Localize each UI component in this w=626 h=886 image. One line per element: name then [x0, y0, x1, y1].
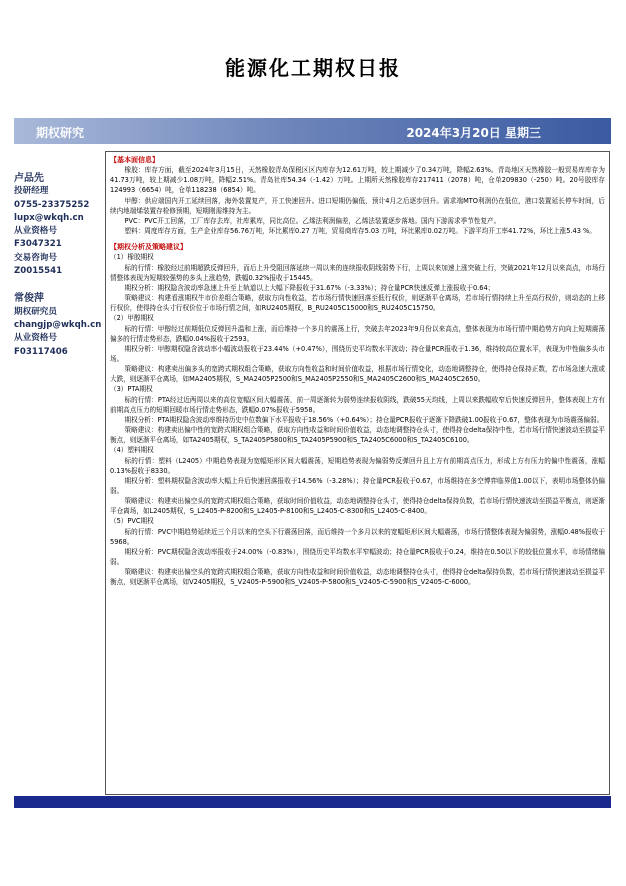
paragraph-market: 标的行情：甲醇经过前期低位反弹回升温和上涨，而后维持一个多月的震荡上行，突破去年2023年9月份以来高点，整体表现为市场行情中期趋势方向向上短期震荡偏多的行情走势形态，跌幅0.04%报收于2593。 — [110, 324, 605, 343]
paragraph-market: 标的行情：PVC中期趋势延续近三个月以来的空头下行震荡回落，而后维持一个多月以来的宽幅矩形区间大幅震荡，市场行情整体表现为偏弱势，涨幅0.48%报收于5968。 — [110, 527, 605, 546]
analyst-name: 卢品先 — [14, 173, 44, 184]
analyst-email[interactable]: lupx@wkqh.cn — [14, 212, 84, 223]
paragraph-strategy: 策略建议：构建看涨期权牛市价差组合策略，获取方向性收益，若市场行情快速回落至低行权价，则逐渐平仓离场，若市场行情持续上升至高行权价，则动态的上移行权价，使得持仓头寸行权价位于市场行情之间，如RU2405期权，B_RU2405C15000和S_RU2405C15750。 — [110, 294, 605, 313]
report-date: 2024年3月20日 星期三 — [406, 126, 541, 140]
fundamentals-heading: 【基本面信息】 — [110, 156, 159, 164]
subsection-title: （3）PTA期权 — [110, 385, 153, 394]
analyst-role: 期权研究员 — [14, 306, 57, 317]
section-label: 期权研究 — [36, 126, 85, 140]
consulting-number: Z0015541 — [14, 266, 63, 277]
section-banner — [14, 118, 611, 144]
paragraph-analysis: 期权分析：PTA期权隐含波动率维持历史中位数偏下水平报收于18.56%（+0.64%）；持仓量PCR报收于逐渐下降跌破1.00报收于0.67，整体表现为市场震荡偏弱。 — [124, 415, 604, 424]
paragraph-analysis: 期权分析：塑料期权隐含波动率大幅上升后快速回落报收于14.56%（-3.28%）；持仓量PCR报收于0.67，市场维持在多空博弈临界值1.00以下，表明市场整体仍偏弱。 — [110, 476, 605, 495]
paragraph-analysis: 期权分析：甲醇期权隐含波动率小幅波动报收于23.44%（+0.47%），围绕历史平均数水平波动；持仓量PCR报收于1.36，维持较高位置水平，表现为中性偏多头市场。 — [110, 344, 605, 363]
paragraph-market: 标的行情：塑料（L2405）中期趋势表现为宽幅矩形区间大幅震荡，短期趋势表现为偏弱势反弹回升且上方有前期高点压力，形成上方有压力的偏中性震荡，涨幅0.13%报收于8330。 — [110, 456, 605, 475]
paragraph-rubber: 橡胶：库存方面，截至2024年3月15日，天然橡胶青岛保税区区内库存为12.61万吨，较上期减少了0.34万吨，降幅2.63%。青岛地区天然橡胶一般贸易库库存为41.73万吨，较上期减少1.08万吨，降幅2.51%。青岛社库54.34（-1.42）万吨。上期所天然橡胶库存217411（2078）吨，仓单209830（-250）吨。20号胶库存 124993（6654）吨，仓单118238（6854）吨。 — [110, 166, 605, 195]
qualification-label: 从业资格号 — [14, 226, 57, 237]
analyst-name: 常俊萍 — [14, 293, 44, 305]
qualification-number: F3047321 — [14, 239, 62, 250]
strategy-heading: 【期权分析及策略建议】 — [110, 243, 187, 252]
paragraph-strategy: 策略建议：构建卖出偏多头的宽跨式期权组合策略，获取方向性收益和时间价值收益，根据市场行情变化，动态地调整持仓，使得持仓保持正数，若市场急速大涨或大跌，则逐渐平仓离场，如MA2405期权，S_MA2405P2500和S_MA2405P2550和S_MA2405C2600和S_MA2405C2650。 — [110, 365, 605, 384]
paragraph-plastic: 塑料：周度库存方面，生产企业库存56.76万吨，环比累库0.27 万吨，贸易商库存5.03 万吨，环比累库0.02万吨。下游平均开工率41.72%，环比上涨5.43 %。 — [124, 227, 596, 236]
analyst-email[interactable]: changjp@wkqh.cn — [14, 319, 102, 330]
paragraph-analysis: 期权分析：期权隐含波动率急速上升至上轨道以上大幅下降报收于31.67%（-3.33%）；持仓量PCR快速反弹上涨报收于0.64； — [124, 283, 495, 292]
analyst-phone: 0755-23375252 — [14, 199, 90, 210]
report-body — [105, 151, 610, 795]
footer-bar — [14, 796, 611, 808]
analyst-sidebar — [14, 172, 104, 359]
paragraph-analysis: 期权分析：PVC期权隐含波动率报收于24.00%（-0.83%），围绕历史平均数水平窄幅波动；持仓量PCR报收于0.24，维持在0.50以下的较低位置水平，市场情绪偏弱。 — [110, 547, 605, 567]
paragraph-pvc: PVC：PVC开工回落，工厂库存去库，社库累库，同比高位。乙烯法利润偏差，乙烯法装置逐步落地。国内下游需求季节性复产。 — [124, 216, 501, 225]
subsection-title: （1）橡胶期权 — [110, 253, 154, 262]
paragraph-strategy: 策略建议：构建卖出偏空头的宽跨式期权组合策略，获取方向性收益和时间价值收益，动态地调整持仓头寸，使得持仓delta保持负数，若市场行情快速波动至损益平衡点，则逐渐平仓离场，如V2405期权，S_V2405-P-5900和S_V2405-P-5800和S_V2405-C-5900和S_V2405-C-6000。 — [110, 568, 605, 587]
paragraph-strategy: 策略建议：构建卖出偏中性的宽跨式期权组合策略，获取方向性收益和时间价值收益，动态地调整持仓头寸，使得持仓delta保持中性，若市场行情快速波动至损益平衡点，则逐渐平仓离场，如TA2405期权，S_TA2405P5800和S_TA2405P5900和S_TA2405C6000和S_TA2405C6100。 — [110, 426, 605, 445]
subsection-title: （2）甲醇期权 — [110, 314, 154, 323]
paragraph-market: 标的行情：橡胶经过前期超跌反弹回升，而后上升受阻回落延续一周以来的连续报收阴线弱势下行，上周以来加速上涨突破上行，突破2021年12月以来高点，市场行情整体表现为短期较强势的多头上涨趋势，跌幅0.32%报收于15445。 — [110, 263, 605, 282]
paragraph-methanol: 甲醇：供应端国内开工延续回落，海外装置复产，开工快速回升。进口短期仍偏低，预计4月之后逐步回升。需求端MTO利润仍在低位，港口装置延长停车时间，后续内地端烯装置存检修预期，短期刚需维持为主。 — [110, 196, 605, 215]
qualification-number: F03117406 — [14, 346, 68, 357]
report-title: 能源化工期权日报 — [225, 56, 401, 80]
paragraph-market: 标的行情：PTA经过近两周以来的高位宽幅区间大幅震荡，前一周逐渐转为弱势连续报收阴线，跌破55天均线，上周以来跌幅收窄后快速反弹回升，整体表现上方有前期高点压力的短期回暖市场行情走势形态，跌幅0.07%报收于5958。 — [110, 395, 605, 414]
qualification-label: 从业资格号 — [14, 333, 57, 344]
subsection-title: （5）PVC期权 — [110, 517, 154, 526]
subsection-title: （4）塑料期权 — [110, 446, 154, 455]
consulting-label: 交易咨询号 — [14, 252, 57, 263]
paragraph-strategy: 策略建议：构建卖出偏空头的宽跨式期权组合策略，获取时间价值收益，动态地调整持仓头寸，使得持仓delta保持负数，若市场行情快速波动至损益平衡点，则逐渐平仓离场，如L2405期权，S_L2405-P-8200和S_L2405-P-8100和S_L2405-C-8300和S_L2405-C-8400。 — [110, 497, 605, 516]
analyst-role: 投研经理 — [14, 186, 49, 197]
